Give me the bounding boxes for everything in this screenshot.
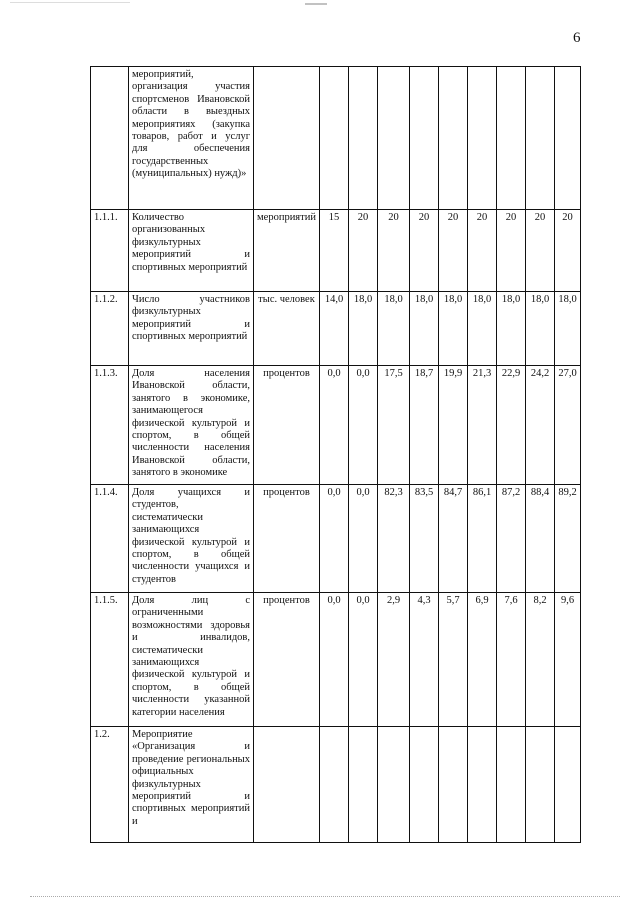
value-cell: 14,0 (320, 292, 349, 366)
value-cell (410, 727, 439, 843)
unit-cell: тыс. человек (254, 292, 320, 366)
value-cell: 0,0 (320, 485, 349, 593)
value-cell: 4,3 (410, 593, 439, 727)
table-row (91, 485, 581, 593)
value-cell: 0,0 (349, 366, 378, 485)
value-cell: 89,2 (555, 485, 581, 593)
scan-artifact-bottom (30, 896, 620, 898)
value-cell: 24,2 (526, 366, 555, 485)
row-number: 1.1.3. (91, 366, 129, 485)
value-cell: 22,9 (497, 366, 526, 485)
value-cell (439, 727, 468, 843)
value-cell: 6,9 (468, 593, 497, 727)
indicator-name: Мероприятие «Организация и проведение региональных официальных физкультурных мероприятий и спортивных мероприятий и (129, 727, 254, 843)
value-cell: 20 (378, 210, 410, 292)
value-cell: 0,0 (320, 593, 349, 727)
row-number: 1.2. (91, 727, 129, 843)
value-cell: 20 (439, 210, 468, 292)
table-row (91, 67, 581, 210)
unit-cell (254, 67, 320, 210)
value-cell: 0,0 (349, 485, 378, 593)
value-cell: 18,0 (349, 292, 378, 366)
value-cell (526, 727, 555, 843)
value-cell: 84,7 (439, 485, 468, 593)
value-cell (410, 67, 439, 210)
value-cell: 18,0 (468, 292, 497, 366)
value-cell: 18,7 (410, 366, 439, 485)
table-row (91, 366, 581, 485)
indicator-name: Количество организованных физкультурных мероприятий и спортивных мероприятий (129, 210, 254, 292)
value-cell: 0,0 (320, 366, 349, 485)
value-cell (320, 727, 349, 843)
unit-cell: процентов (254, 485, 320, 593)
value-cell (555, 727, 581, 843)
value-cell: 18,0 (439, 292, 468, 366)
table-row (91, 727, 581, 843)
row-number: 1.1.5. (91, 593, 129, 727)
value-cell: 7,6 (497, 593, 526, 727)
value-cell: 20 (555, 210, 581, 292)
value-cell (555, 67, 581, 210)
row-number: 1.1.1. (91, 210, 129, 292)
value-cell: 20 (468, 210, 497, 292)
value-cell (468, 727, 497, 843)
scan-artifact-top (305, 3, 327, 5)
value-cell: 18,0 (378, 292, 410, 366)
value-cell: 2,9 (378, 593, 410, 727)
unit-cell: процентов (254, 366, 320, 485)
value-cell: 20 (526, 210, 555, 292)
value-cell: 87,2 (497, 485, 526, 593)
value-cell: 18,0 (555, 292, 581, 366)
value-cell (497, 727, 526, 843)
value-cell (349, 727, 378, 843)
indicator-name: Число участников физкультурных мероприятий и спортивных мероприятий (129, 292, 254, 366)
value-cell (378, 727, 410, 843)
row-number: 1.1.4. (91, 485, 129, 593)
value-cell: 5,7 (439, 593, 468, 727)
value-cell (320, 67, 349, 210)
value-cell: 88,4 (526, 485, 555, 593)
value-cell: 86,1 (468, 485, 497, 593)
table-row (91, 292, 581, 366)
indicator-name: Доля населения Ивановской области, занятого в экономике, занимающегося физической культурой и спортом, в общей численности населения Ивановской области, занятого в экономике (129, 366, 254, 485)
value-cell: 20 (410, 210, 439, 292)
row-number (91, 67, 129, 210)
table-row (91, 593, 581, 727)
value-cell: 19,9 (439, 366, 468, 485)
value-cell: 20 (349, 210, 378, 292)
row-number: 1.1.2. (91, 292, 129, 366)
value-cell: 83,5 (410, 485, 439, 593)
value-cell (526, 67, 555, 210)
value-cell (349, 67, 378, 210)
value-cell: 82,3 (378, 485, 410, 593)
value-cell: 17,5 (378, 366, 410, 485)
indicators-table (90, 66, 581, 843)
value-cell: 9,6 (555, 593, 581, 727)
value-cell: 18,0 (526, 292, 555, 366)
value-cell: 27,0 (555, 366, 581, 485)
value-cell: 8,2 (526, 593, 555, 727)
value-cell (468, 67, 497, 210)
value-cell: 15 (320, 210, 349, 292)
value-cell: 18,0 (497, 292, 526, 366)
unit-cell: процентов (254, 593, 320, 727)
value-cell (378, 67, 410, 210)
value-cell: 20 (497, 210, 526, 292)
table-row (91, 210, 581, 292)
value-cell (497, 67, 526, 210)
page-number: 6 (573, 30, 581, 46)
indicator-name: Доля учащихся и студентов, систематически занимающихся физической культурой и спортом, в общей численности учащихся и студентов (129, 485, 254, 593)
value-cell (439, 67, 468, 210)
scan-artifact-top-left (10, 2, 130, 3)
unit-cell (254, 727, 320, 843)
unit-cell: мероприятий (254, 210, 320, 292)
value-cell: 0,0 (349, 593, 378, 727)
indicator-name: мероприятий, организация участия спортсменов Ивановской области в выездных мероприятиях (закупка товаров, работ и услуг для обеспечения государственных (муниципальных) нужд)» (129, 67, 254, 210)
indicator-name: Доля лиц с ограниченными возможностями здоровья и инвалидов, систематически занимающихся физической культурой и спортом, в общей численности указанной категории населения (129, 593, 254, 727)
value-cell: 21,3 (468, 366, 497, 485)
value-cell: 18,0 (410, 292, 439, 366)
